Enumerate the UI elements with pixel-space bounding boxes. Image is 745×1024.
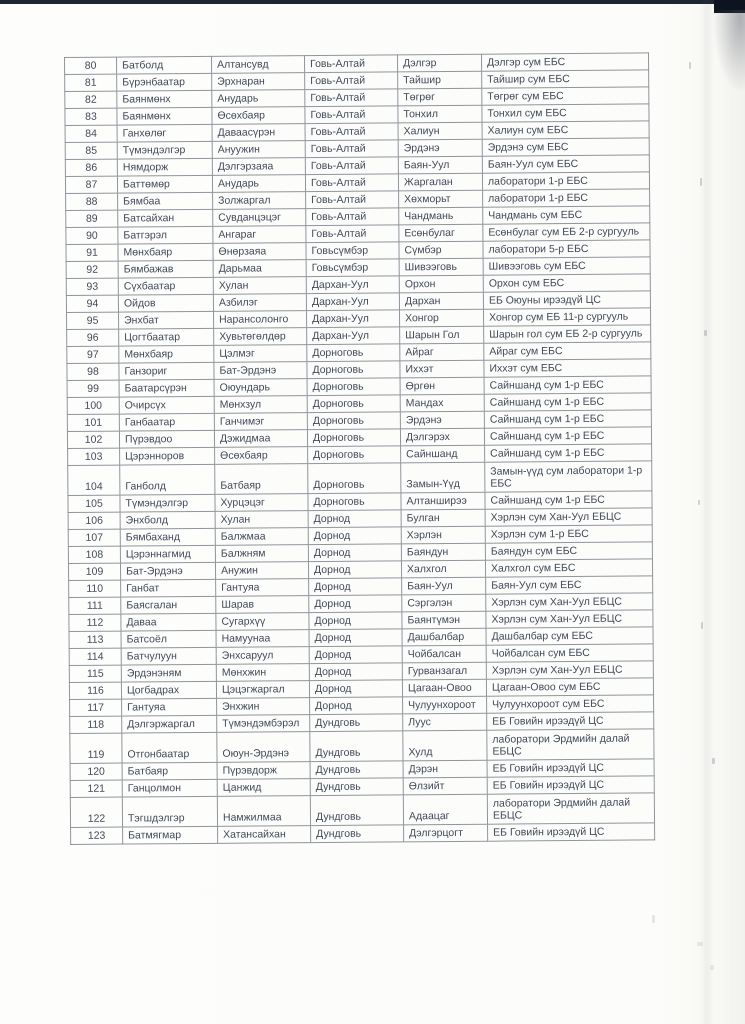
soum-cell: Жаргалан <box>398 173 482 191</box>
first-name-cell: Ганцолмон <box>122 779 217 797</box>
second-name-cell: Ганчимэг <box>214 413 307 431</box>
row-number-cell: 123 <box>71 827 123 844</box>
aimag-cell: Дорноговь <box>307 429 400 447</box>
school-cell: Хэрлэн сум Хан-Уул ЕБЦС <box>486 661 653 679</box>
soum-cell: Төгрөг <box>398 88 482 106</box>
aimag-cell: Дундговь <box>310 714 403 732</box>
row-number-cell: 91 <box>66 244 118 261</box>
second-name-cell: Оюун-Эрдэнэ <box>217 732 310 763</box>
second-name-cell: Хурцэцэг <box>215 494 308 512</box>
school-cell: лаборатори 1-р ЕБС <box>483 189 650 207</box>
row-number-cell: 84 <box>65 125 117 142</box>
first-name-cell: Бүрэнбаатар <box>117 73 212 91</box>
first-name-cell: Батсайхан <box>118 209 213 227</box>
first-name-cell: Мөнхбаяр <box>119 345 214 363</box>
table-row <box>68 461 652 496</box>
aimag-cell: Дундговь <box>310 778 403 796</box>
aimag-cell: Дорнод <box>309 646 402 664</box>
school-cell: Тонхил сум ЕБС <box>482 104 649 122</box>
row-number-cell: 82 <box>65 91 117 108</box>
school-cell: ЕБ Оюуны ирээдүй ЦС <box>483 291 650 309</box>
first-name-cell: Нямдорж <box>117 158 212 176</box>
soum-cell: Эрдэнэ <box>398 139 482 157</box>
soum-cell: Гурванзагал <box>402 662 486 680</box>
first-name-cell: Ганзориг <box>119 362 214 380</box>
scan-speck <box>701 622 703 629</box>
school-cell: Хэрлэн сум Хан-Уул ЕБЦС <box>485 508 652 526</box>
second-name-cell: Дарьмаа <box>213 260 306 278</box>
soum-cell: Замын-Үүд <box>401 462 485 493</box>
second-name-cell: Ангараг <box>213 226 306 244</box>
table-row <box>70 729 654 764</box>
table-row <box>70 793 654 828</box>
second-name-cell: Даваасүрэн <box>212 124 305 142</box>
first-name-cell: Ойдов <box>118 294 213 312</box>
first-name-cell: Батбаяр <box>122 762 217 780</box>
aimag-cell: Дундговь <box>310 761 403 779</box>
aimag-cell: Дорноговь <box>307 344 400 362</box>
row-number-cell: 110 <box>69 580 121 597</box>
second-name-cell: Дэлгэрзаяа <box>212 158 305 176</box>
soum-cell: Чулуунхороот <box>403 696 487 714</box>
school-cell: Есөнбулаг сум ЕБ 2-р сургууль <box>483 223 650 241</box>
soum-cell: Баян-Уул <box>402 577 486 595</box>
aimag-cell: Дорноговь <box>307 412 400 430</box>
aimag-cell: Дорнод <box>309 595 402 613</box>
soum-cell: Иххэт <box>400 360 484 378</box>
first-name-cell: Мөнхбаяр <box>118 243 213 261</box>
school-cell: Чулуунхороот сум ЕБС <box>487 695 654 713</box>
second-name-cell: Энхсаруул <box>216 647 309 665</box>
aimag-cell: Говь-Алтай <box>304 55 397 73</box>
row-number-cell: 80 <box>65 57 117 74</box>
row-number-cell: 85 <box>65 142 117 159</box>
school-cell: Хэрлэн сум 1-р ЕБС <box>485 525 652 543</box>
row-number-cell: 119 <box>70 733 122 763</box>
first-name-cell: Бямбаа <box>118 192 213 210</box>
row-number-cell: 93 <box>66 278 118 295</box>
soum-cell: Дэлгэрцогт <box>404 824 488 842</box>
aimag-cell: Дархан-Уул <box>307 327 400 345</box>
row-number-cell: 106 <box>68 512 120 529</box>
aimag-cell: Говь-Алтай <box>306 225 399 243</box>
second-name-cell: Хулан <box>213 277 306 295</box>
second-name-cell: Хувьтөгөлдөр <box>214 328 307 346</box>
aimag-cell: Дорнод <box>308 561 401 579</box>
school-cell: Баян-Уул сум ЕБС <box>486 576 653 594</box>
soum-cell: Тайшир <box>398 71 482 89</box>
school-cell: Халиун сум ЕБС <box>482 121 649 139</box>
aimag-cell: Дорнод <box>309 612 402 630</box>
school-cell: Иххэт сум ЕБС <box>484 359 651 377</box>
row-number-cell: 83 <box>65 108 117 125</box>
second-name-cell: Сувданцэцэг <box>213 209 306 227</box>
soum-cell: Баяндун <box>401 543 485 561</box>
aimag-cell: Дархан-Уул <box>306 310 399 328</box>
soum-cell: Баянтүмэн <box>402 611 486 629</box>
school-cell: ЕБ Говийн ирээдүй ЦС <box>487 759 654 777</box>
soum-cell: Алтанширээ <box>401 492 485 510</box>
aimag-cell: Дорноговь <box>308 446 401 464</box>
school-cell: Баяндун сум ЕБС <box>485 542 652 560</box>
second-name-cell: Намуунаа <box>216 630 309 648</box>
soum-cell: Баян-Уул <box>398 156 482 174</box>
second-name-cell: Золжаргал <box>213 192 306 210</box>
row-number-cell: 107 <box>68 529 120 546</box>
school-cell: Төгрөг сум ЕБС <box>482 87 649 105</box>
school-cell: ЕБ Говийн ирээдүй ЦС <box>488 823 655 841</box>
row-number-cell: 111 <box>69 597 121 614</box>
soum-cell: Шарын Гол <box>400 326 484 344</box>
soum-cell: Дэлгэрэх <box>400 428 484 446</box>
school-cell: Шарын гол сум ЕБ 2-р сургууль <box>484 325 651 343</box>
school-cell: Хонгор сум ЕБ 11-р сургууль <box>483 308 650 326</box>
soum-cell: Булган <box>401 509 485 527</box>
soum-cell: Айраг <box>400 343 484 361</box>
aimag-cell: Дорнод <box>308 544 401 562</box>
soum-cell: Эрдэнэ <box>400 411 484 429</box>
second-name-cell: Шарав <box>216 596 309 614</box>
first-name-cell: Очирсүх <box>119 396 214 414</box>
soum-cell: Чандмань <box>399 207 483 225</box>
school-cell: ЕБ Говийн ирээдүй ЦС <box>487 776 654 794</box>
soum-cell: Луус <box>403 713 487 731</box>
row-number-cell: 101 <box>67 414 119 431</box>
second-name-cell: Хатансайхан <box>218 826 311 844</box>
row-number-cell: 86 <box>65 159 117 176</box>
aimag-cell: Дорнод <box>309 578 402 596</box>
aimag-cell: Дархан-Уул <box>306 293 399 311</box>
row-number-cell: 81 <box>65 74 117 91</box>
row-number-cell: 117 <box>70 699 122 716</box>
soum-cell: Өлзийт <box>403 777 487 795</box>
row-number-cell: 99 <box>67 380 119 397</box>
second-name-cell: Эрхнаран <box>212 73 305 91</box>
row-number-cell: 98 <box>67 363 119 380</box>
first-name-cell: Цогтбаатар <box>119 328 214 346</box>
first-name-cell: Баянмөнх <box>117 90 212 108</box>
first-name-cell: Бат-Эрдэнэ <box>120 562 215 580</box>
second-name-cell: Сугархүү <box>216 613 309 631</box>
second-name-cell: Батбаяр <box>215 464 308 495</box>
first-name-cell: Цэрэнноров <box>120 447 215 465</box>
soum-cell: Хөхморьт <box>399 190 483 208</box>
school-cell: Замын-үүд сум лаборатори 1-р ЕБС <box>485 461 652 492</box>
aimag-cell: Дорноговь <box>307 395 400 413</box>
first-name-cell: Баясгалан <box>121 596 216 614</box>
school-cell: Хэрлэн сум Хан-Уул ЕБЦС <box>486 593 653 611</box>
participants-table <box>64 52 655 845</box>
second-name-cell: Балжмаа <box>215 528 308 546</box>
first-name-cell: Түмэндэлгэр <box>120 494 215 512</box>
scan-speck <box>698 500 700 505</box>
row-number-cell: 92 <box>66 261 118 278</box>
row-number-cell: 88 <box>66 193 118 210</box>
school-cell: лаборатори 1-р ЕБС <box>482 172 649 190</box>
second-name-cell: Гантуяа <box>216 579 309 597</box>
first-name-cell: Даваа <box>121 613 216 631</box>
aimag-cell: Дорноговь <box>308 493 401 511</box>
soum-cell: Есөнбулаг <box>399 224 483 242</box>
first-name-cell: Цогбадрах <box>121 681 216 699</box>
second-name-cell: Азбилэг <box>213 294 306 312</box>
row-number-cell: 114 <box>69 648 121 665</box>
aimag-cell: Говьсүмбэр <box>306 242 399 260</box>
soum-cell: Дашбалбар <box>402 628 486 646</box>
first-name-cell: Дэлгэржаргал <box>122 715 217 733</box>
aimag-cell: Говь-Алтай <box>305 89 398 107</box>
participants-table-wrap <box>64 52 655 845</box>
soum-cell: Сэргэлэн <box>402 594 486 612</box>
aimag-cell: Дундговь <box>311 825 404 843</box>
first-name-cell: Ганбат <box>121 579 216 597</box>
first-name-cell: Сүхбаатар <box>118 277 213 295</box>
second-name-cell: Мөнхжин <box>216 664 309 682</box>
school-cell: Баян-Уул сум ЕБС <box>482 155 649 173</box>
row-number-cell: 120 <box>70 763 122 780</box>
second-name-cell: Намжилмаа <box>217 796 310 827</box>
school-cell: Сайншанд сум 1-р ЕБС <box>485 491 652 509</box>
school-cell: Хэрлэн сум Хан-Уул ЕБЦС <box>486 610 653 628</box>
second-name-cell: Цанжид <box>217 779 310 797</box>
soum-cell: Хонгор <box>399 309 483 327</box>
school-cell: Айраг сум ЕБС <box>484 342 651 360</box>
soum-cell: Өргөн <box>400 377 484 395</box>
row-number-cell: 122 <box>70 797 122 827</box>
soum-cell: Хулд <box>403 730 487 761</box>
row-number-cell: 118 <box>70 716 122 733</box>
row-number-cell: 104 <box>68 465 120 495</box>
school-cell: Сайншанд сум 1-р ЕБС <box>484 376 651 394</box>
school-cell: Дэлгэр сум ЕБС <box>481 53 648 71</box>
first-name-cell: Бямбажав <box>118 260 213 278</box>
school-cell: Тайшир сум ЕБС <box>482 70 649 88</box>
aimag-cell: Дорнод <box>310 697 403 715</box>
row-number-cell: 108 <box>68 546 120 563</box>
row-number-cell: 96 <box>67 329 119 346</box>
second-name-cell: Дэжидмаа <box>214 430 307 448</box>
aimag-cell: Говь-Алтай <box>305 140 398 158</box>
table-row <box>71 823 655 845</box>
second-name-cell: Анударь <box>212 175 305 193</box>
school-cell: Дашбалбар сум ЕБС <box>486 627 653 645</box>
school-cell: Сайншанд сум 1-р ЕБС <box>485 444 652 462</box>
soum-cell: Мандах <box>400 394 484 412</box>
first-name-cell: Пүрэвдоо <box>119 430 214 448</box>
row-number-cell: 97 <box>67 346 119 363</box>
second-name-cell: Оюундарь <box>214 379 307 397</box>
scan-speck <box>710 965 714 970</box>
aimag-cell: Дорноговь <box>307 361 400 379</box>
school-cell: ЕБ Говийн ирээдүй ЦС <box>487 712 654 730</box>
first-name-cell: Бямбаханд <box>120 528 215 546</box>
second-name-cell: Энхжин <box>217 698 310 716</box>
aimag-cell: Дорнод <box>308 510 401 528</box>
row-number-cell: 112 <box>69 614 121 631</box>
row-number-cell: 103 <box>68 448 120 465</box>
soum-cell: Адаацаг <box>403 794 487 825</box>
first-name-cell: Батчулуун <box>121 647 216 665</box>
first-name-cell: Ганбаатар <box>119 413 214 431</box>
soum-cell: Орхон <box>399 275 483 293</box>
soum-cell: Цагаан-Овоо <box>402 679 486 697</box>
first-name-cell: Отгонбаатар <box>122 732 217 763</box>
soum-cell: Сайншанд <box>401 445 485 463</box>
first-name-cell: Баатарсүрэн <box>119 379 214 397</box>
row-number-cell: 121 <box>70 780 122 797</box>
aimag-cell: Говь-Алтай <box>305 123 398 141</box>
second-name-cell: Нарансолонго <box>214 311 307 329</box>
aimag-cell: Говь-Алтай <box>305 157 398 175</box>
aimag-cell: Дорнод <box>309 629 402 647</box>
second-name-cell: Балжням <box>215 545 308 563</box>
second-name-cell: Хулан <box>215 511 308 529</box>
school-cell: лаборатори Эрдмийн далай ЕБЦС <box>487 793 654 824</box>
second-name-cell: Ануужин <box>212 141 305 159</box>
aimag-cell: Дорноговь <box>308 463 401 494</box>
school-cell: Сайншанд сум 1-р ЕБС <box>484 427 651 445</box>
row-number-cell: 113 <box>69 631 121 648</box>
soum-cell: Сүмбэр <box>399 241 483 259</box>
second-name-cell: Цэлмэг <box>214 345 307 363</box>
aimag-cell: Дорнод <box>309 680 402 698</box>
row-number-cell: 102 <box>67 431 119 448</box>
row-number-cell: 105 <box>68 495 120 512</box>
school-cell: Цагаан-Овоо сум ЕБС <box>486 678 653 696</box>
scan-speck <box>704 330 707 336</box>
first-name-cell: Баянмөнх <box>117 107 212 125</box>
row-number-cell: 116 <box>69 682 121 699</box>
soum-cell: Чойбалсан <box>402 645 486 663</box>
aimag-cell: Дундговь <box>310 731 403 762</box>
school-cell: Халхгол сум ЕБС <box>485 559 652 577</box>
aimag-cell: Говь-Алтай <box>306 191 399 209</box>
scan-speck <box>652 915 655 923</box>
aimag-cell: Дорноговь <box>307 378 400 396</box>
school-cell: Шивээговь сум ЕБС <box>483 257 650 275</box>
row-number-cell: 90 <box>66 227 118 244</box>
school-cell: Орхон сум ЕБС <box>483 274 650 292</box>
first-name-cell: Тэгшдэлгэр <box>122 796 217 827</box>
scan-speck <box>700 178 702 186</box>
scan-fold-line <box>700 0 714 1024</box>
row-number-cell: 95 <box>67 312 119 329</box>
first-name-cell: Эрдэнэням <box>121 664 216 682</box>
aimag-cell: Дархан-Уул <box>306 276 399 294</box>
row-number-cell: 115 <box>69 665 121 682</box>
aimag-cell: Дундговь <box>310 795 403 826</box>
school-cell: Сайншанд сум 1-р ЕБС <box>484 393 651 411</box>
second-name-cell: Мөнхзул <box>214 396 307 414</box>
row-number-cell: 87 <box>65 176 117 193</box>
first-name-cell: Батгэрэл <box>118 226 213 244</box>
soum-cell: Шивээговь <box>399 258 483 276</box>
row-number-cell: 89 <box>66 210 118 227</box>
soum-cell: Дархан <box>399 292 483 310</box>
first-name-cell: Гантуяа <box>122 698 217 716</box>
second-name-cell: Алтансувд <box>211 56 304 74</box>
scan-speck <box>697 942 703 946</box>
first-name-cell: Ганхөлөг <box>117 124 212 142</box>
school-cell: Чандмань сум ЕБС <box>483 206 650 224</box>
aimag-cell: Дорнод <box>308 527 401 545</box>
soum-cell: Халиун <box>398 122 482 140</box>
second-name-cell: Түмэндэмбэрэл <box>217 715 310 733</box>
first-name-cell: Энхбат <box>119 311 214 329</box>
first-name-cell: Батболд <box>117 56 212 74</box>
soum-cell: Халхгол <box>401 560 485 578</box>
school-cell: Сайншанд сум 1-р ЕБС <box>484 410 651 428</box>
scan-speck <box>689 62 691 69</box>
aimag-cell: Дорнод <box>309 663 402 681</box>
row-number-cell: 109 <box>68 563 120 580</box>
first-name-cell: Баттөмөр <box>117 175 212 193</box>
aimag-cell: Говьсүмбэр <box>306 259 399 277</box>
aimag-cell: Говь-Алтай <box>305 106 398 124</box>
first-name-cell: Энхболд <box>120 511 215 529</box>
first-name-cell: Ганболд <box>120 464 215 495</box>
soum-cell: Дэлгэр <box>397 54 481 72</box>
school-cell: лаборатори 5-р ЕБС <box>483 240 650 258</box>
school-cell: лаборатори Эрдмийн далай ЕБЦС <box>487 729 654 760</box>
row-number-cell: 100 <box>67 397 119 414</box>
soum-cell: Тонхил <box>398 105 482 123</box>
second-name-cell: Өсөхбаяр <box>215 447 308 465</box>
aimag-cell: Говь-Алтай <box>306 208 399 226</box>
first-name-cell: Батсоёл <box>121 630 216 648</box>
aimag-cell: Говь-Алтай <box>305 174 398 192</box>
second-name-cell: Анударь <box>212 90 305 108</box>
second-name-cell: Бат-Эрдэнэ <box>214 362 307 380</box>
first-name-cell: Батмягмар <box>123 826 218 844</box>
aimag-cell: Говь-Алтай <box>305 72 398 90</box>
scan-speck <box>712 758 715 764</box>
soum-cell: Хэрлэн <box>401 526 485 544</box>
soum-cell: Дэрэн <box>403 760 487 778</box>
first-name-cell: Цэрэннагмид <box>120 545 215 563</box>
table-body <box>65 53 655 845</box>
second-name-cell: Өнөрзаяа <box>213 243 306 261</box>
second-name-cell: Цэцэгжаргал <box>216 681 309 699</box>
second-name-cell: Анужин <box>215 562 308 580</box>
scan-edge-bar <box>0 0 745 4</box>
second-name-cell: Пүрэвдорж <box>217 762 310 780</box>
school-cell: Чойбалсан сум ЕБС <box>486 644 653 662</box>
second-name-cell: Өсөхбаяр <box>212 107 305 125</box>
scan-corner-smudge <box>712 10 745 95</box>
row-number-cell: 94 <box>66 295 118 312</box>
school-cell: Эрдэнэ сум ЕБС <box>482 138 649 156</box>
first-name-cell: Түмэндэлгэр <box>117 141 212 159</box>
